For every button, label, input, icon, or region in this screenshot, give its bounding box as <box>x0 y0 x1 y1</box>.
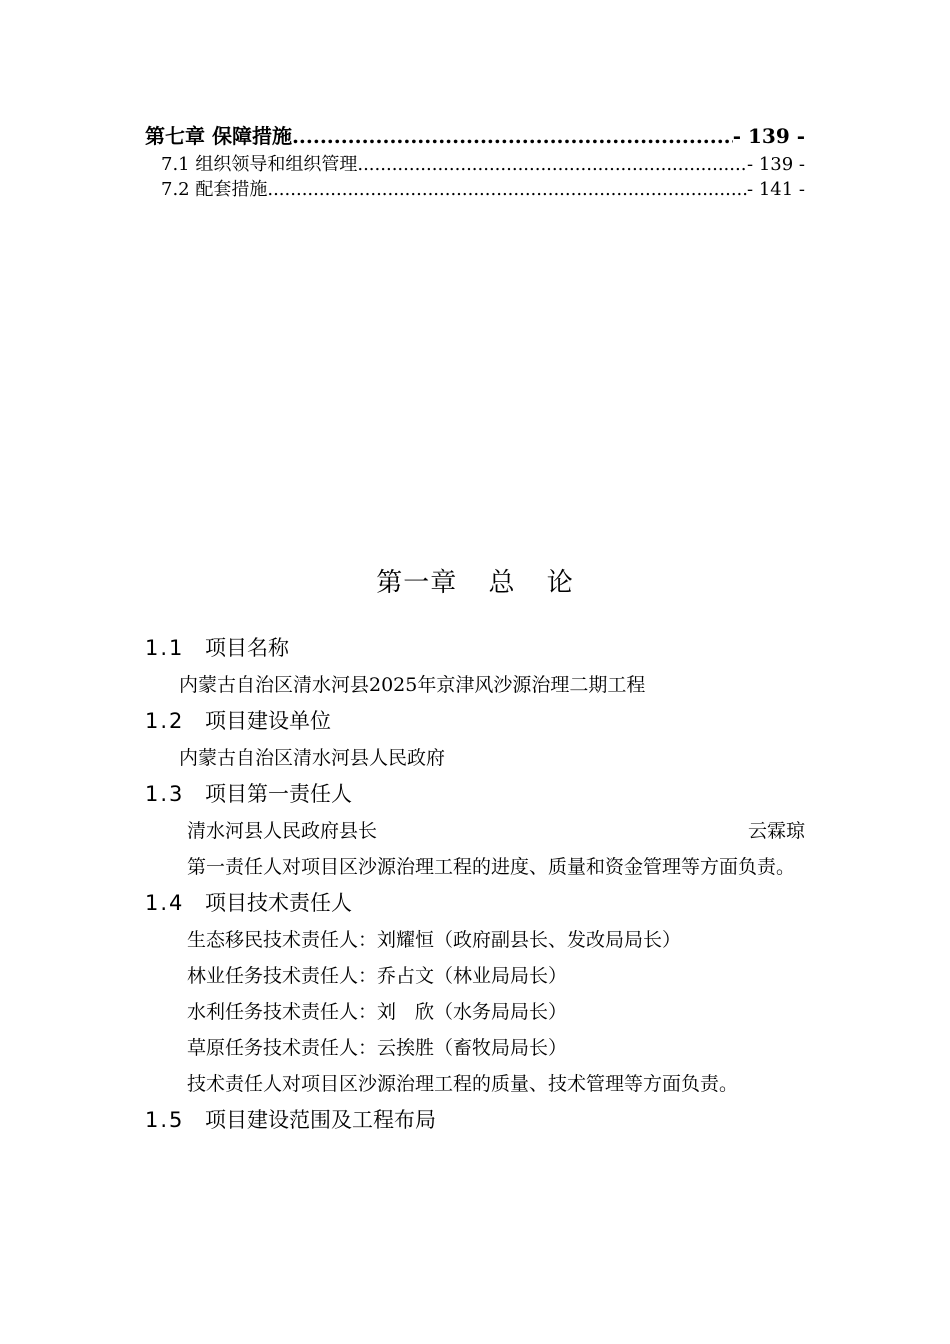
section-title: 项目第一责任人 <box>205 782 352 806</box>
tech-responsible-item: 草原任务技术责任人：云挨胜（畜牧局局长） <box>187 1037 568 1059</box>
toc-section-label: 7.2 配套措施 <box>161 179 268 200</box>
section-number: 1.5 <box>145 1108 185 1132</box>
toc-chapter-label: 第七章 保障措施 <box>145 124 292 148</box>
first-responsible-row <box>145 813 805 849</box>
toc-section-label: 7.1 组织领导和组织管理 <box>161 154 358 175</box>
table-of-contents <box>145 120 805 202</box>
toc-leader-dots <box>292 120 733 152</box>
section-heading-1-1 <box>145 630 805 667</box>
project-name-text: 内蒙古自治区清水河县2025年京津风沙源治理二期工程 <box>179 674 646 696</box>
toc-leader-dots <box>357 152 747 177</box>
chapter-content <box>145 630 805 1139</box>
responsible-role: 清水河县人民政府县长 <box>187 820 378 842</box>
section-heading-1-2 <box>145 703 805 740</box>
construction-unit-text: 内蒙古自治区清水河县人民政府 <box>179 747 446 769</box>
toc-chapter-7[interactable] <box>145 120 805 152</box>
first-responsible-desc: 第一责任人对项目区沙源治理工程的进度、质量和资金管理等方面负责。 <box>187 856 796 878</box>
section-number: 1.2 <box>145 709 185 733</box>
section-heading-1-4 <box>145 885 805 922</box>
section-number: 1.3 <box>145 782 185 806</box>
toc-page-number: - 139 - <box>732 124 805 148</box>
tech-responsible-desc: 技术责任人对项目区沙源治理工程的质量、技术管理等方面负责。 <box>187 1073 739 1095</box>
toc-page-number: - 141 - <box>747 179 805 200</box>
tech-responsible-item: 林业任务技术责任人：乔占文（林业局局长） <box>187 965 568 987</box>
section-title: 项目技术责任人 <box>205 891 352 915</box>
tech-responsible-item: 生态移民技术责任人：刘耀恒（政府副县长、发改局局长） <box>187 929 682 951</box>
section-title: 项目建设单位 <box>205 709 331 733</box>
section-title: 项目名称 <box>205 636 289 660</box>
section-number: 1.1 <box>145 636 185 660</box>
responsible-person: 云霖琼 <box>747 820 805 842</box>
toc-leader-dots <box>267 177 747 202</box>
tech-responsible-item: 水利任务技术责任人：刘 欣（水务局局长） <box>187 1001 568 1023</box>
section-heading-1-3 <box>145 776 805 813</box>
chapter-title: 第一章 总 论 <box>376 568 574 598</box>
toc-section-7-1[interactable] <box>145 152 805 177</box>
toc-section-7-2[interactable] <box>145 177 805 202</box>
section-title: 项目建设范围及工程布局 <box>205 1108 436 1132</box>
section-heading-1-5 <box>145 1102 805 1139</box>
toc-page-number: - 139 - <box>747 154 805 175</box>
section-number: 1.4 <box>145 891 185 915</box>
